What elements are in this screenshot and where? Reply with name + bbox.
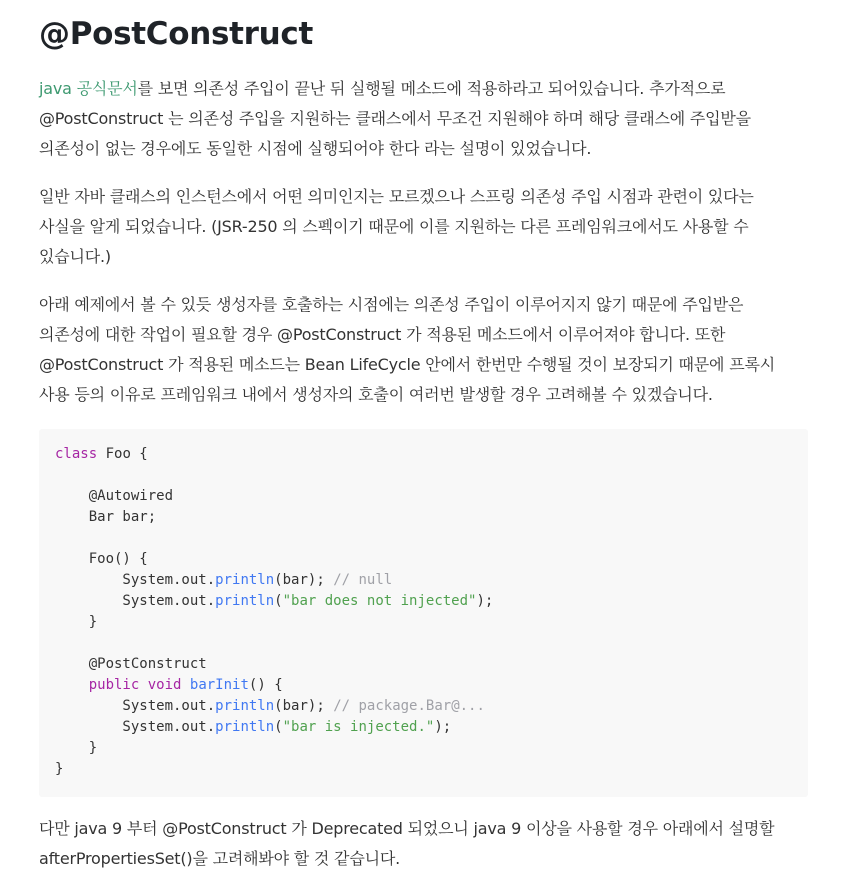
- code-line: [55, 549, 493, 570]
- code-text: () {: [248, 677, 283, 693]
- code-line: [55, 591, 493, 612]
- code-text: Bar bar;: [55, 509, 157, 525]
- code-keyword: void: [147, 677, 182, 693]
- code-text: Foo() {: [55, 551, 148, 567]
- paragraph-line: 사실을 알게 되었습니다. (JSR-250 의 스펙이기 때문에 이를 지원하는 다른 프레임워크에서도 사용할 수: [39, 217, 749, 236]
- code-line: [55, 612, 493, 633]
- paragraph-line: @PostConstruct 가 적용된 메소드는 Bean LifeCycle 안에서 한번만 수행될 것이 보장되기 때문에 프록시: [39, 355, 775, 374]
- paragraph-deprecation-note: [39, 814, 809, 874]
- code-text: (bar);: [274, 698, 334, 714]
- code-text: @PostConstruct: [55, 656, 207, 672]
- code-line: [55, 570, 493, 591]
- code-text: (: [274, 593, 283, 609]
- code-text: System.out.: [55, 572, 216, 588]
- code-line: [55, 738, 493, 759]
- paragraph-intro: [39, 74, 809, 164]
- paragraph-line: 의존성이 없는 경우에도 동일한 시점에 실행되어야 한다 라는 설명이 있었습니다.: [39, 139, 592, 158]
- code-text: System.out.: [55, 719, 216, 735]
- code-line: [55, 465, 493, 486]
- code-line: [55, 633, 493, 654]
- code-text: }: [55, 761, 64, 777]
- paragraph-line: 아래 예제에서 볼 수 있듯 생성자를 호출하는 시점에는 의존성 주입이 이루어지지 않기 때문에 주입받은: [39, 295, 744, 314]
- code-line: [55, 675, 493, 696]
- code-keyword: class: [55, 446, 98, 462]
- paragraph-line: 사용 등의 이유로 프레임워크 내에서 생성자의 호출이 여러번 발생할 경우 고려해볼 수 있겠습니다.: [39, 385, 713, 404]
- code-line: [55, 507, 493, 528]
- code-function: barInit: [189, 677, 249, 693]
- paragraph-line: 의존성에 대한 작업이 필요할 경우 @PostConstruct 가 적용된 메소드에서 이루어져야 합니다. 또한: [39, 325, 726, 344]
- code-text: System.out.: [55, 698, 216, 714]
- code-text: [55, 677, 89, 693]
- code-text: }: [55, 740, 98, 756]
- code-line: [55, 759, 493, 780]
- paragraph-line: 다만 java 9 부터 @PostConstruct 가 Deprecated 되었으니 java 9 이상을 사용할 경우 아래에서 설명할: [39, 819, 775, 838]
- code-text: (bar);: [274, 572, 334, 588]
- code-text: );: [434, 719, 452, 735]
- paragraph-line: afterPropertiesSet()을 고려해봐야 할 것 같습니다.: [39, 849, 400, 868]
- code-text: System.out.: [55, 593, 216, 609]
- java-docs-link[interactable]: java 공식문서: [39, 79, 138, 98]
- paragraph-line: 일반 자바 클래스의 인스턴스에서 어떤 의미인지는 모르겠으나 스프링 의존성 주입 시점과 관련이 있다는: [39, 187, 754, 206]
- code-text: }: [55, 614, 98, 630]
- code-text: [139, 677, 147, 693]
- code-comment: // package.Bar@...: [333, 698, 485, 714]
- code-function: println: [215, 698, 275, 714]
- code-function: println: [215, 719, 275, 735]
- code-keyword: public: [88, 677, 140, 693]
- code-function: println: [215, 593, 275, 609]
- code-line: [55, 444, 493, 465]
- code-content[interactable]: [55, 444, 493, 780]
- code-string: "bar does not injected": [282, 593, 477, 609]
- code-comment: // null: [333, 572, 393, 588]
- paragraph-example-explanation: [39, 290, 809, 410]
- paragraph-line: 있습니다.): [39, 247, 111, 266]
- paragraph-text: 를 보면 의존성 주입이 끝난 뒤 실행될 메소드에 적용하라고 되어있습니다. 추가적으로: [137, 79, 726, 98]
- code-text: );: [476, 593, 494, 609]
- code-line: [55, 717, 493, 738]
- code-line: [55, 696, 493, 717]
- code-text: Foo {: [97, 446, 148, 462]
- code-line: [55, 654, 493, 675]
- code-line: [55, 528, 493, 549]
- paragraph-line: @PostConstruct 는 의존성 주입을 지원하는 클래스에서 무조건 지원해야 하며 해당 클래스에 주입받을: [39, 109, 751, 128]
- code-line: [55, 486, 493, 507]
- code-string: "bar is injected.": [282, 719, 435, 735]
- paragraph-jsr250: [39, 182, 809, 272]
- code-text: [181, 677, 189, 693]
- code-text: @Autowired: [55, 488, 174, 504]
- page-title: @PostConstruct: [39, 16, 314, 52]
- code-block[interactable]: [39, 429, 808, 797]
- paragraph-line: [39, 74, 809, 104]
- code-function: println: [215, 572, 275, 588]
- code-text: (: [274, 719, 283, 735]
